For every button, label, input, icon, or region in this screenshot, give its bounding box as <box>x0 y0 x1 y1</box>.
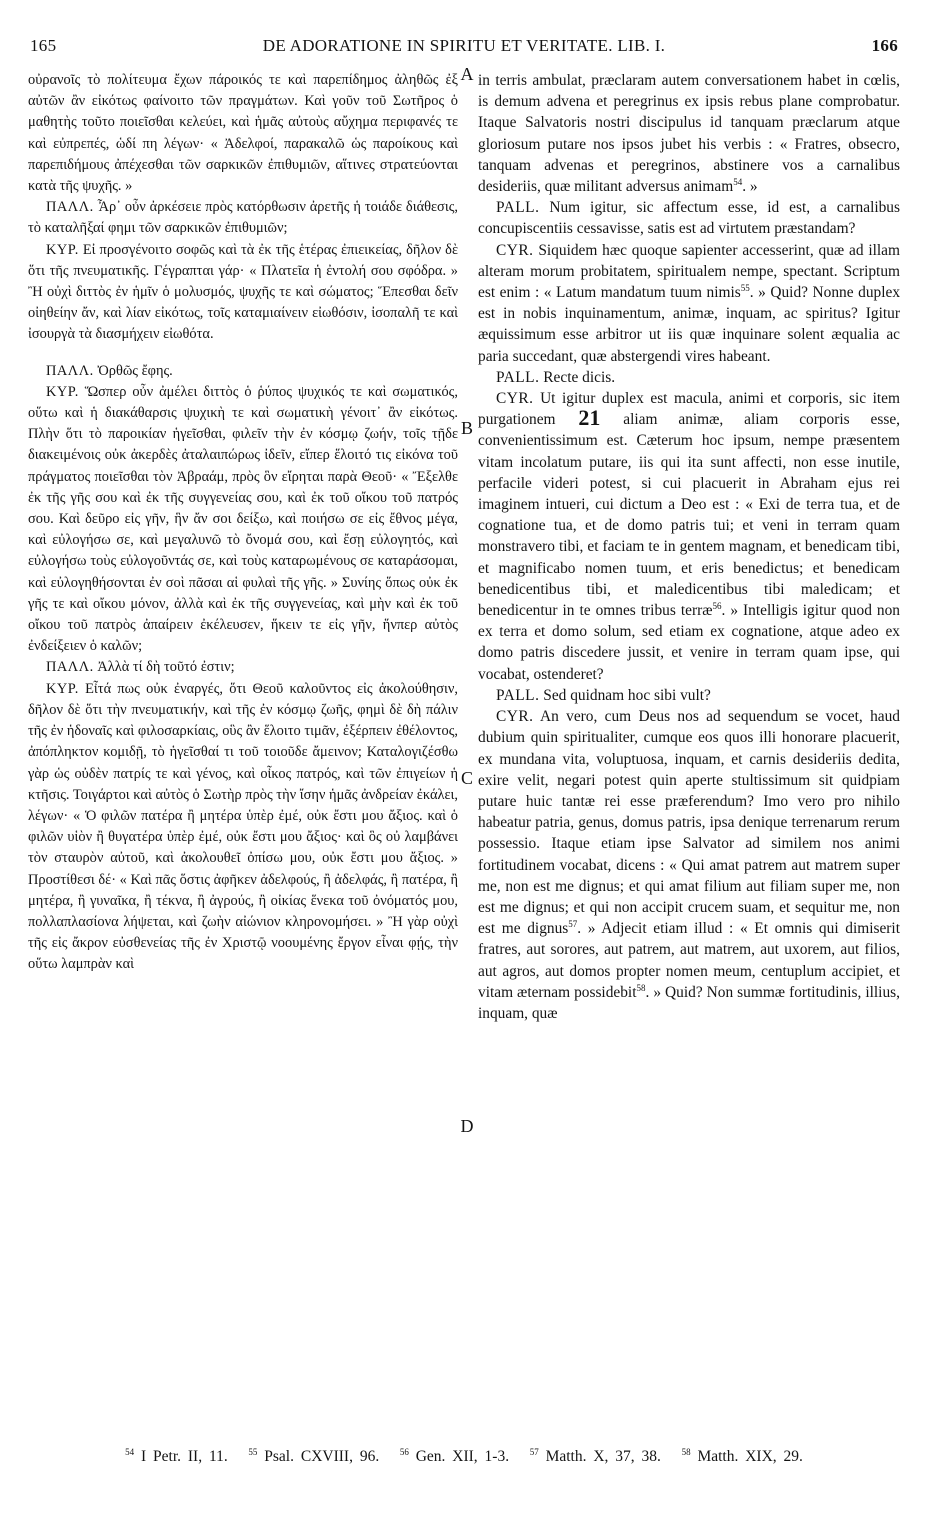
page-number-right: 166 <box>871 36 898 55</box>
latin-paragraph-7 <box>478 706 900 1024</box>
greek-paragraph-7 <box>28 679 458 976</box>
margin-letter-b: B <box>460 418 473 438</box>
latin-text: . » Quid? Nonne duplex est in nobis inquinamentum, animæ, inquam, ac spiritus? Igitur æquissimum esse arbitror ut iis quæ inquinare solent æqualia ac paria succedant, quæ abstergendi vires habeant. <box>478 284 901 365</box>
latin-text: Sed quidnam hoc sibi vult? <box>543 686 711 704</box>
footnote <box>682 1448 803 1465</box>
speaker-label: CYR. <box>496 390 534 408</box>
latin-paragraph-2 <box>478 197 900 239</box>
note-ref: 55 <box>740 282 750 293</box>
footnote <box>125 1448 228 1465</box>
margin-letter-d: D <box>460 1116 474 1136</box>
footnotes <box>30 1448 898 1466</box>
footnote-ref: Gen. XII, 1-3. <box>415 1448 510 1465</box>
latin-text: Ut igitur duplex est macula, animi et corporis, sic item purgationem <box>478 390 900 429</box>
greek-text: Εἰ προσγένοιτο σοφῶς καὶ τὰ ἐκ τῆς ἑτέρας ἐπιεικείας, δῆλον δὲ ὅτι τῆς πνευματικῆς. Γέγραπται γάρ· « Πλατεῖα ἡ ἐντολή σου σφόδρα. » Ἢ οὐχὶ διττὸς ἐν ἡμῖν ὁ μολυσμός, ψυχῆς τε καὶ σώματος; Ἕπεσθαι δεῖν οἰηθείην ἄν, καὶ λίαν εἰκότως, τοῖς καταμιαίνειν εἰωθόσιν, ἰσοπαλῆ τε καὶ ἰσουργὰ τὰ διασμήχειν εἰωθότα. <box>28 241 458 343</box>
greek-text: Ἆρ᾽ οὖν ἀρκέσειε πρὸς κατόρθωσιν ἀρετῆς ἡ τοιάδε διάθεσις, τὸ καταλῆξαί φημι τῶν σαρκικῶν ἐπιθυμιῶν; <box>28 199 458 237</box>
footnote-number: 54 <box>125 1446 135 1457</box>
speaker-label: ΠΑΛΛ. <box>46 199 94 216</box>
latin-text: Siquidem hæc quoque sapienter accesserint, quæ ad illam alteram morum probitatem, spiritualem nempe, spectant. Scriptum est enim : « Latum mandatum tuum nimis <box>478 241 900 302</box>
footnote <box>248 1448 379 1465</box>
footnote-number: 55 <box>248 1446 258 1457</box>
greek-text: Εἶτά πως οὐκ ἐναργές, ὅτι Θεοῦ καλοῦντος εἰς ἀκολούθησιν, δῆλον δὲ ὅτι τὴν πνευματικήν, καὶ τῆς ἐν κόσμῳ ζωῆς, φημὶ δὲ δὴ πάλιν τῆς ἐν ἡδοναῖς καὶ φιλοσαρκίαις, οὓς ἂν ἕλοιτο τιμᾶν, ἐξέρπειν ἐθέλοντος, ἀπόπληκτον κομιδῇ, τὸ ἡγεῖσθαί τι τοῦ τοιοῦδε ἄμεινον; Καταλογιζέσθω γὰρ ὡς οὐδὲν πατρίς τε καὶ γένος, καὶ οἶκος πατρός, καὶ τῶν ἐπιγείων ἡ κτῆσις. Τοιγάρτοι καὶ αὐτὸς ὁ Σωτὴρ πρὸς τὴν ἴσην ἡμᾶς ἀνδρείαν ἐκάλει, λέγων· « Ὁ φιλῶν πατέρα ἢ μητέρα ὑπὲρ ἐμέ, οὐκ ἔστι μου ἄξιος. καὶ ὁ φιλῶν υἱὸν ἢ θυγατέρα ὑπὲρ ἐμέ, οὐκ ἔστι μου ἄξιος· καὶ ὃς οὐ λαμβάνει τὸν σταυρὸν αὐτοῦ, καὶ ἀκολουθεῖ ὀπίσω μου, οὐκ ἔστι μου ἄξιος. » Προστίθεσι δέ· « Καὶ πᾶς ὅστις ἀφῆκεν ἀδελφούς, ἢ ἀδελφάς, ἢ πατέρα, ἢ μητέρα, ἢ γυναῖκα, ἢ τέκνα, ἢ ἀγρούς, ἢ οἰκίας ἕνεκα τοῦ ὀνόματός μου, πολλαπλασίονα λήψεται, καὶ ζωὴν αἰώνιον κληρονομήσει. » Ἢ γὰρ οὐχὶ τῆς εἰς ἄκρον εὐσθενείας τῆς ἐν Χριστῷ νοουμένης ἔργον εἶναι φῄς, τὴν οὕτω λαμπρὰν καὶ <box>28 680 458 973</box>
footnote-number: 56 <box>399 1446 409 1457</box>
footnote <box>400 1448 509 1465</box>
greek-paragraph-1 <box>28 70 458 197</box>
greek-paragraph-6 <box>28 657 458 678</box>
speaker-label: PALL. <box>496 368 540 386</box>
greek-text: Ἀλλὰ τί δὴ τοῦτό ἐστιν; <box>97 659 235 676</box>
latin-paragraph-6 <box>478 685 900 706</box>
speaker-label: ΚΥΡ. <box>46 680 79 697</box>
footnote <box>530 1448 661 1465</box>
latin-text: in terris ambulat, præclaram autem conversationem habet in cœlis, is demum advena et peregrinus ex ipsis rebus plane comprobatur. Itaque Salvatoris nostri discipulus id tanquam præclarum atque gloriosum putare nos ipsos jubet his verbis : « Fratres, obsecro, tanquam advenas et peregrinos, abstinere vos a carnalibus desideriis, quæ militant adversus animam <box>478 72 900 196</box>
speaker-label: PALL. <box>496 199 540 217</box>
speaker-label: ΠΑΛΛ. <box>46 362 94 379</box>
greek-paragraph-5 <box>28 382 458 658</box>
latin-text: Num igitur, sic affectum esse, id est, a carnalibus concupiscentiis cessavisse, satis est ad virtutem præstandam? <box>478 199 900 238</box>
speaker-label: PALL. <box>496 686 540 704</box>
page-number-left: 165 <box>30 36 57 55</box>
footnote-number: 57 <box>529 1446 539 1457</box>
footnote-ref: Matth. XIX, 29. <box>697 1448 803 1465</box>
latin-text: . » Quid? Non summæ fortitudinis, illius, inquam, quæ <box>478 983 900 1022</box>
speaker-label: ΚΥΡ. <box>46 241 79 258</box>
greek-paragraph-4 <box>28 361 458 382</box>
footnote-ref: Psal. CXVIII, 96. <box>264 1448 380 1465</box>
note-ref: 54 <box>733 176 743 187</box>
latin-paragraph-3 <box>478 240 900 367</box>
greek-text: Ὥσπερ οὖν ἀμέλει διττὸς ὁ ῥύπος ψυχικός τε καὶ σωματικός, οὕτω καὶ ἡ διακάθαρσις ψυχικὴ τε καὶ σωματικὴ γένοιτ᾽ ἂν εἰκότως. Πλὴν ὅτι τὸ παροικίαν ἡγεῖσθαι, φιλεῖν τὴν ἐν κόσμῳ ζωήν, τοῖς τῇδε διακειμένοις οὐκ ἀκερδὲς ἀταλαιπώρως ἰδεῖν, εἴπερ ἕλοιτό τις εἰκόνα τοῦ πράγματος ποιεῖσθαι τὸν Ἀβραάμ, πρὸς ὃν εἴρηται παρὰ Θεοῦ· « Ἔξελθε ἐκ τῆς γῆς σου καὶ ἐκ τῆς συγγενείας σου, καὶ ἐκ τοῦ οἴκου τοῦ πατρός σου. Καὶ δεῦρο εἰς γῆν, ἣν ἄν σοι δείξω, καὶ ποιήσω σε εἰς ἔθνος μέγα, καὶ εὐλογήσω σε, καὶ μεγαλυνῶ τὸ ὄνομά σου, καὶ ἔσῃ εὐλογητός, καὶ εὐλογήσω τοὺς εὐλογοῦντάς σε, καὶ τοὺς καταρωμένους σε καταράσομαι, καὶ εὐλογηθήσονται ἐν σοὶ πᾶσαι αἱ φυλαὶ τῆς γῆς. » Συνίης ὅπως οὐκ ἐκ γῆς τε καὶ οἴκου μόνον, ἀλλὰ καὶ ἐκ τῆς συγγενείας, καὶ μὴν καὶ ἐκ τοῦ οἴκου τοῦ πατρὸς ἀπαίρειν ἐκέλευσεν, ἥκειν τε εἰς γῆν, ἥνπερ αὐτὸς ἐνδείξειεν ὁ καλῶν; <box>28 383 458 655</box>
note-ref: 57 <box>568 919 578 929</box>
latin-text: . » Intelligis igitur quod non ex terra et domo solum, sed etiam ex cognatione, atque adeo ex domo patris discedere jussit, et venire in terram quam ipse, qui vocabat, ostenderet? <box>478 602 900 683</box>
latin-paragraph-4 <box>478 367 900 388</box>
footnote-ref: I Petr. II, 11. <box>140 1448 228 1465</box>
margin-letter-c: C <box>460 768 473 788</box>
greek-column <box>28 70 458 976</box>
running-title: DE ADORATIONE IN SPIRITU ET VERITATE. LIB. I. <box>262 36 666 55</box>
speaker-label: CYR. <box>496 708 534 726</box>
footnote-ref: Matth. X, 37, 38. <box>545 1448 661 1465</box>
speaker-label: CYR. <box>496 241 534 259</box>
margin-letter-a: A <box>460 64 474 84</box>
footnote-number: 58 <box>681 1446 691 1457</box>
greek-paragraph-3 <box>28 240 458 346</box>
latin-text: . » Adjecit etiam illud : « Et omnis qui dimiserit fratres, aut sorores, aut patrem, aut matrem, aut uxorem, aut filios, aut agros, aut domos propter nomen meum, centuplum accipiet, et vitam æternam possidebit <box>478 920 900 1001</box>
speaker-label: ΠΑΛΛ. <box>46 659 94 676</box>
latin-text: . » <box>742 178 758 196</box>
note-ref: 58 <box>636 982 646 993</box>
greek-text: οὐρανοῖς τὸ πολίτευμα ἔχων πάροικός τε καὶ παρεπίδημος ἀληθῶς ἐξ αὐτῶν ἂν εἰκότως φαίνοιτο τῶν πραγμάτων. Καὶ γοῦν τοῦ Σωτῆρος ὁ μαθητὴς τοῦτο ποιεῖσθαι κελεύει, καὶ ἡμᾶς αὐτοὺς αὔχημα περιφανές τε καὶ εὐπρεπές, ὡδί πη λέγων· « Ἀδελφοί, παρακαλῶ ὡς παροίκους καὶ παρεπιδήμους ἀπέχεσθαι τῶν σαρκικῶν ἐπιθυμιῶν, αἵτινες στρατεύονται κατὰ τῆς ψυχῆς. » <box>28 72 458 195</box>
column-number: 21 <box>578 405 601 431</box>
latin-text: aliam animæ, aliam corporis esse, convenientissimum est. Cæterum hoc ipsum, nempe præsentem vitam incolatum putare, iis qui ita sunt affecti, non esse inutile, perfacile videri potest, si cui placuerit in Abraham ejus rei imaginem intueri, cui dictum a Deo est : « Exi de terra tua, et de cognatione tua, et de domo patris tui; et veni in terram quam monstravero tibi, et faciam te in gentem magnam, et benedicam tibi, et magnificabo nomen tuum, et eris benedictus; et benedicam benedicentibus tibi, et maledicentibus tibi maledicam; et benedicentur in te omnes tribus terræ <box>478 411 900 620</box>
latin-text: Recte dicis. <box>543 368 616 386</box>
latin-column <box>478 70 900 1024</box>
speaker-label: ΚΥΡ. <box>46 383 79 400</box>
greek-paragraph-2 <box>28 197 458 239</box>
latin-paragraph-5 <box>478 388 900 685</box>
latin-paragraph-1 <box>478 70 900 197</box>
note-ref: 56 <box>712 600 722 611</box>
running-header <box>30 36 898 58</box>
latin-text: An vero, cum Deus nos ad sequendum se vocet, haud dubium quin spiritualiter, cumque eos quos illi honorare placuerit, ex mundana vita, voluptuosa, inquam, et carnis desideriis dedita, exire velit, negari potest quin aperte stultissimum sit quidpiam putare huic tantæ rei esse præferendum? Imo vero pro nihilo habeatur patria, genus, domus patris, ipsa denique terrenarum rerum possessio. Itaque etiam ipse Salvator ad similem nos animi fortitudinem vocabat, dicens : « Qui amat patrem aut matrem super me, non est me dignus; et qui amat filium aut filiam super me, non est me dignus; et qui non accipit crucem suam, et sequitur me, non est me dignus <box>478 708 900 938</box>
greek-text: Ὀρθῶς ἔφης. <box>97 362 173 379</box>
